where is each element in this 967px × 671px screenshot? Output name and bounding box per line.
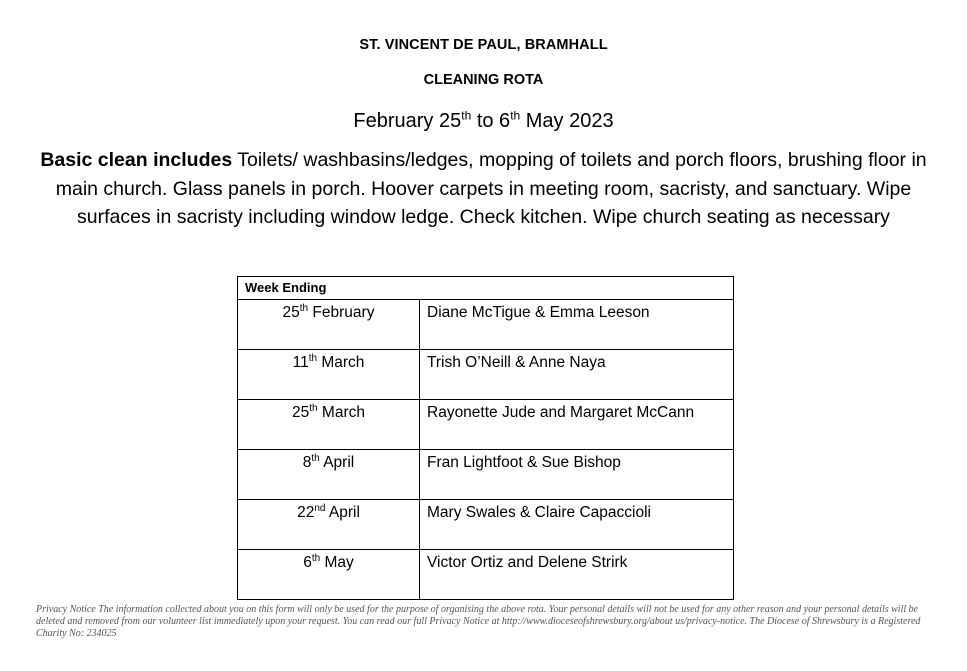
week-ending-date bbox=[238, 400, 420, 450]
table-header-week-ending: Week Ending bbox=[238, 277, 734, 300]
date-suffix: th bbox=[309, 402, 318, 414]
rota-table bbox=[237, 276, 734, 600]
date-day: 22 bbox=[297, 504, 315, 521]
date-day: 8 bbox=[302, 454, 312, 471]
volunteer-names: Fran Lightfoot & Sue Bishop bbox=[420, 450, 734, 500]
week-ending-date bbox=[238, 450, 420, 500]
privacy-notice: Privacy Notice The information collected about you on this form will only be used for the purpose of organising the above rota. Your personal details will not be used for any other reason and your personal details will be deleted and removed from our volunteer list immediately upon your request. You can read our full Privacy Notice at http://www.dioceseofshrewsbury.org/about us/privacy-notice. The Diocese of Shrewsbury is a Registered Charity No: 234025 bbox=[36, 604, 921, 639]
period-start-suffix: th bbox=[461, 108, 472, 123]
document-title: CLEANING ROTA bbox=[423, 72, 544, 88]
cleaning-description bbox=[30, 146, 937, 232]
date-day: 6 bbox=[303, 554, 312, 571]
organisation-heading: ST. VINCENT DE PAUL, BRAMHALL bbox=[359, 37, 608, 53]
volunteer-names: Diane McTigue & Emma Leeson bbox=[420, 300, 734, 350]
date-day: 25 bbox=[282, 304, 300, 321]
date-suffix: th bbox=[308, 352, 318, 364]
description-text: Toilets/ washbasins/ledges, mopping of toilets and porch floors, brushing floor in main church. Glass panels in porch. Hoover carpets in meeting room, sacristy, and sanctuary. Wipe surfaces in sacristy including window ledge. Check kitchen. Wipe church seating as necessary bbox=[55, 149, 927, 228]
week-ending-date bbox=[238, 300, 420, 350]
date-month: March bbox=[317, 354, 365, 371]
table-row bbox=[238, 300, 734, 350]
date-month: May bbox=[320, 554, 354, 571]
date-suffix: nd bbox=[314, 502, 326, 514]
table-row bbox=[238, 350, 734, 400]
description-lead: Basic clean includes bbox=[40, 149, 233, 171]
volunteer-names: Mary Swales & Claire Capaccioli bbox=[420, 500, 734, 550]
volunteer-names: Victor Ortiz and Delene Strirk bbox=[420, 550, 734, 600]
date-month: March bbox=[317, 404, 365, 421]
date-month: April bbox=[325, 504, 360, 521]
date-suffix: th bbox=[311, 452, 320, 464]
table-row bbox=[238, 500, 734, 550]
date-suffix: th bbox=[311, 552, 321, 564]
table-row bbox=[238, 450, 734, 500]
period-end-rest: May 2023 bbox=[520, 110, 614, 132]
date-day: 11 bbox=[292, 354, 309, 371]
week-ending-date bbox=[238, 500, 420, 550]
table-row bbox=[238, 400, 734, 450]
volunteer-names: Trish O’Neill & Anne Naya bbox=[420, 350, 734, 400]
rota-period bbox=[0, 110, 967, 133]
date-month: February bbox=[308, 304, 375, 321]
date-month: April bbox=[319, 454, 355, 471]
date-day: 25 bbox=[292, 404, 310, 421]
date-suffix: th bbox=[299, 302, 309, 314]
week-ending-date bbox=[238, 550, 420, 600]
volunteer-names: Rayonette Jude and Margaret McCann bbox=[420, 400, 734, 450]
table-row bbox=[238, 550, 734, 600]
period-joiner: to 6 bbox=[471, 110, 511, 132]
week-ending-date bbox=[238, 350, 420, 400]
period-start-day: February 25 bbox=[353, 110, 462, 132]
period-end-suffix: th bbox=[510, 108, 521, 123]
